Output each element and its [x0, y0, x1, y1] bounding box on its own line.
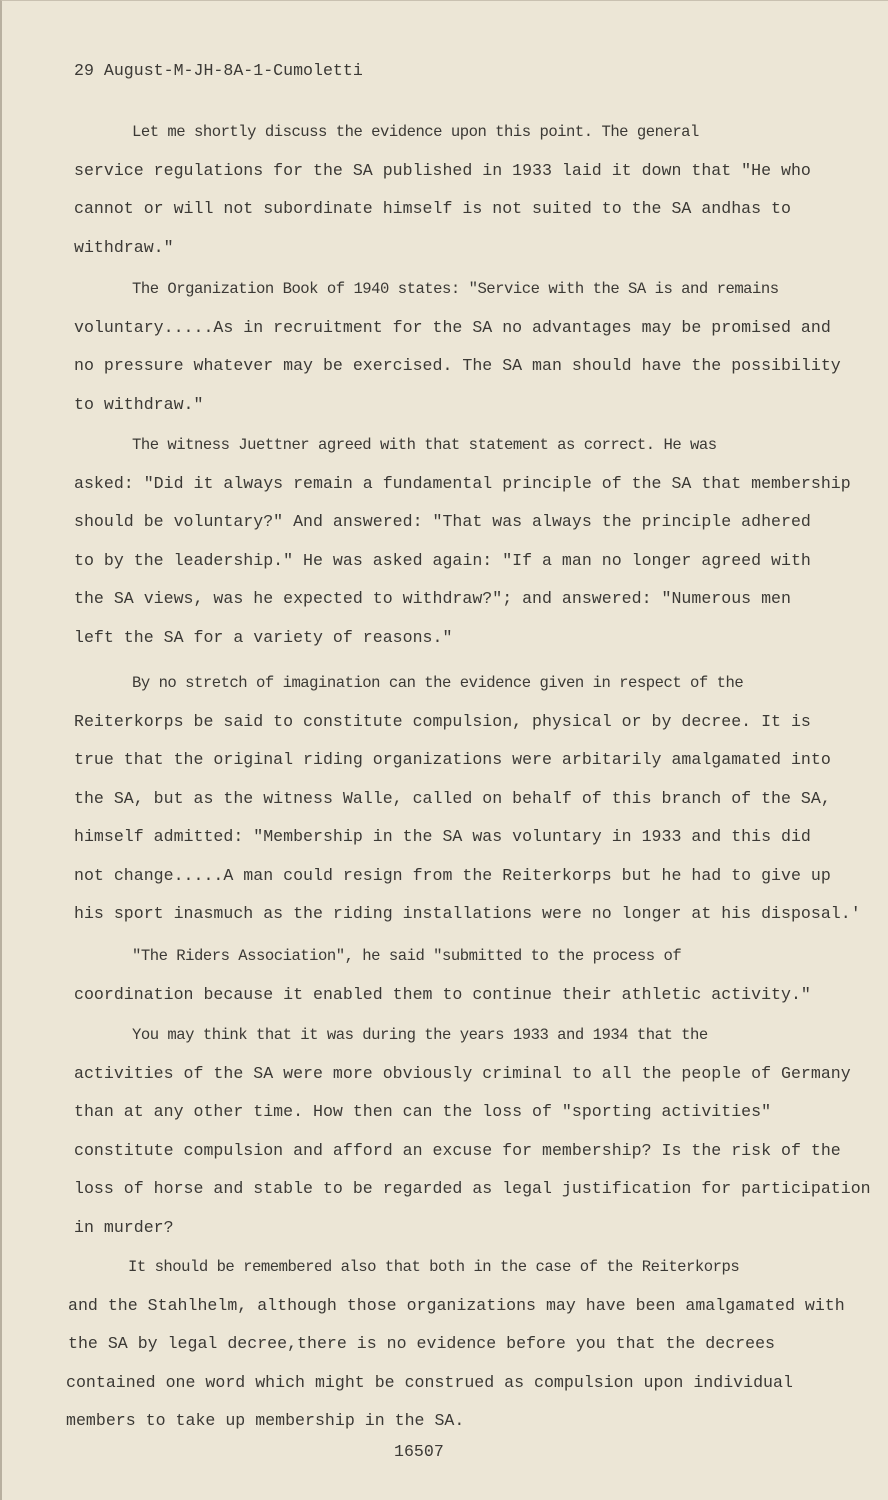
text-line: to by the leadership." He was asked again: "If a man no longer agreed with: [74, 550, 811, 570]
text-line: Reiterkorps be said to constitute compulsion, physical or by decree. It is: [74, 711, 811, 731]
text-line: You may think that it was during the years 1933 and 1934 that the: [132, 1026, 708, 1044]
text-line: activities of the SA were more obviously criminal to all the people of Germany: [74, 1063, 851, 1083]
text-line: true that the original riding organizations were arbitarily amalgamated into: [74, 750, 831, 769]
text-line: voluntary.....As in recruitment for the SA no advantages may be promised and: [74, 317, 831, 337]
text-line: should be voluntary?" And answered: "That was always the principle adhered: [74, 512, 811, 531]
document-header: 29 August-M-JH-8A-1-Cumoletti: [74, 61, 363, 80]
page-number: 16507: [394, 1442, 444, 1461]
text-line: not change.....A man could resign from the Reiterkorps but he had to give up: [74, 865, 831, 885]
text-line: coordination because it enabled them to continue their athletic activity.": [74, 984, 811, 1004]
text-line: and the Stahlhelm, although those organizations may have been amalgamated with: [68, 1295, 845, 1315]
text-line: loss of horse and stable to be regarded as legal justification for participation: [74, 1179, 871, 1198]
text-line: constitute compulsion and afford an excuse for membership? Is the risk of the: [74, 1140, 841, 1160]
paragraph-4: [74, 672, 861, 942]
paragraph-6: [74, 1024, 871, 1251]
text-line: the SA by legal decree,there is no evidence before you that the decrees: [68, 1334, 776, 1353]
text-line: asked: "Did it always remain a fundamental principle of the SA that membership: [74, 473, 851, 493]
paragraph-2: [74, 278, 844, 432]
text-line: the SA, but as the witness Walle, called on behalf of this branch of the SA,: [74, 788, 831, 808]
text-line: contained one word which might be construed as compulsion upon individual: [66, 1372, 793, 1392]
text-line: to withdraw.": [74, 394, 204, 414]
text-line: The Organization Book of 1940 states: "Service with the SA is and remains: [132, 280, 779, 298]
text-line: in murder?: [74, 1217, 174, 1237]
text-line: Let me shortly discuss the evidence upon this point. The general: [132, 123, 699, 141]
text-line: than at any other time. How then can the loss of "sporting activities": [74, 1102, 772, 1121]
paragraph-1: [74, 121, 844, 275]
text-line: cannot or will not subordinate himself is not suited to the SA andhas to: [74, 199, 791, 218]
paragraph-3: [74, 434, 851, 665]
text-line: no pressure whatever may be exercised. The SA man should have the possibility: [74, 356, 841, 375]
paragraph-7: [66, 1256, 845, 1449]
text-line: himself admitted: "Membership in the SA was voluntary in 1933 and this did: [74, 827, 811, 846]
text-line: By no stretch of imagination can the evidence given in respect of the: [132, 674, 744, 692]
text-line: service regulations for the SA published in 1933 laid it down that "He who: [74, 160, 811, 180]
text-line: "The Riders Association", he said "submitted to the process of: [132, 947, 682, 965]
text-line: The witness Juettner agreed with that statement as correct. He was: [132, 436, 717, 454]
text-line: the SA views, was he expected to withdraw?"; and answered: "Numerous men: [74, 589, 791, 608]
text-line: It should be remembered also that both in the case of the Reiterkorps: [128, 1258, 740, 1276]
text-line: members to take up membership in the SA.: [66, 1411, 465, 1430]
paragraph-5: [74, 945, 844, 1022]
text-line: withdraw.": [74, 237, 174, 257]
text-line: his sport inasmuch as the riding installations were no longer at his disposal.': [74, 904, 861, 923]
text-line: left the SA for a variety of reasons.": [74, 627, 453, 647]
